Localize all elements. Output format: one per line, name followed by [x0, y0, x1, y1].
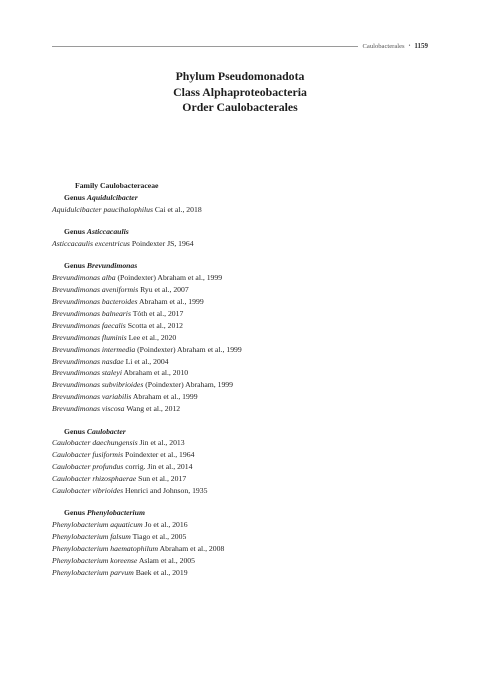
species-authority: Wang et al., 2012 [126, 404, 181, 414]
species-authority: Jin et al., 2013 [139, 438, 185, 448]
genus-heading [64, 192, 432, 204]
running-head-bullet: • [408, 43, 411, 49]
page-title [0, 69, 480, 116]
species-authority: corrig. Jin et al., 2014 [125, 462, 193, 472]
species-entry [52, 356, 432, 368]
genus-prefix: Genus [64, 426, 85, 436]
species-entry [52, 204, 432, 216]
species-entry [52, 437, 432, 449]
species-authority: (Poindexter) Abraham, 1999 [145, 380, 233, 390]
species-authority: Abraham et al., 1999 [132, 392, 198, 402]
title-phylum: Phylum Pseudomonadota [175, 69, 305, 83]
species-entry [52, 367, 432, 379]
genus-group [52, 260, 432, 415]
species-binomial: Brevundimonas fluminis [52, 332, 127, 342]
species-entry [52, 485, 432, 497]
genus-group [52, 192, 432, 216]
species-authority: Abraham et al., 2008 [159, 544, 225, 554]
species-authority: Li et al., 2004 [125, 356, 169, 366]
species-entry [52, 555, 432, 567]
genus-name: Phenylobacterium [86, 508, 145, 518]
species-entry [52, 332, 432, 344]
page-number: 1159 [414, 42, 428, 50]
species-entry [52, 449, 432, 461]
genus-heading [64, 426, 432, 438]
species-authority: (Poindexter) Abraham et al., 1999 [137, 344, 242, 354]
species-binomial: Phenylobacterium aquaticum [52, 520, 143, 530]
genus-heading [64, 507, 432, 519]
species-authority: Aslam et al., 2005 [138, 555, 195, 565]
species-binomial: Brevundimonas aveniformis [52, 285, 139, 295]
header-rule [52, 46, 358, 47]
genus-name: Aquidulcibacter [86, 192, 138, 202]
species-binomial: Brevundimonas faecalis [52, 320, 126, 330]
species-binomial: Phenylobacterium koreense [52, 555, 138, 565]
species-authority: Abraham et al., 1999 [138, 297, 204, 307]
species-entry [52, 284, 432, 296]
species-binomial: Caulobacter profundus [52, 462, 124, 472]
genus-group [52, 507, 432, 578]
species-binomial: Aquidulcibacter paucihalophilus [52, 204, 153, 214]
species-binomial: Brevundimonas subvibrioides [52, 380, 144, 390]
species-binomial: Phenylobacterium parvum [52, 567, 134, 577]
genus-name: Brevundimonas [86, 261, 138, 271]
species-entry [52, 567, 432, 579]
species-entry [52, 473, 432, 485]
title-order: Order Caulobacterales [182, 100, 298, 115]
species-binomial: Brevundimonas balnearis [52, 309, 131, 319]
species-binomial: Caulobacter daechungensis [52, 438, 138, 448]
species-binomial: Phenylobacterium falsum [52, 532, 131, 542]
species-entry [52, 320, 432, 332]
species-binomial: Brevundimonas bacteroides [52, 297, 138, 307]
species-binomial: Caulobacter rhizosphaerae [52, 474, 137, 484]
genus-prefix: Genus [64, 508, 85, 518]
species-entry [52, 296, 432, 308]
species-binomial: Brevundimonas variabilis [52, 392, 132, 402]
species-entry [52, 519, 432, 531]
genus-group [52, 226, 432, 250]
genus-prefix: Genus [64, 192, 85, 202]
species-binomial: Caulobacter fusiformis [52, 450, 124, 460]
species-authority: Cai et al., 2018 [154, 204, 202, 214]
running-head [52, 39, 428, 53]
species-binomial: Phenylobacterium haematophilum [52, 544, 159, 554]
species-authority: Tóth et al., 2017 [132, 309, 184, 319]
title-class: Class Alphaproteobacteria [173, 84, 307, 99]
species-authority: Scotta et al., 2012 [127, 320, 184, 330]
species-binomial: Brevundimonas viscosa [52, 404, 125, 414]
species-authority: Baek et al., 2019 [135, 567, 188, 577]
species-authority: Tiago et al., 2005 [132, 532, 187, 542]
running-head-section: Caulobacterales [362, 42, 405, 50]
family-heading: Family Caulobacteraceae [75, 181, 159, 190]
genus-heading [64, 226, 432, 238]
species-entry [52, 379, 432, 391]
taxonomy-list [52, 180, 432, 589]
species-entry [52, 344, 432, 356]
species-entry [52, 461, 432, 473]
species-entry [52, 543, 432, 555]
species-authority: Jo et al., 2016 [144, 520, 188, 530]
species-authority: Poindexter JS, 1964 [131, 239, 194, 249]
species-entry [52, 308, 432, 320]
species-entry [52, 403, 432, 415]
genus-prefix: Genus [64, 261, 85, 271]
species-authority: (Poindexter) Abraham et al., 1999 [117, 273, 223, 283]
species-authority: Ryu et al., 2007 [140, 285, 189, 295]
species-entry [52, 272, 432, 284]
genus-group [52, 426, 432, 497]
genus-name: Caulobacter [86, 426, 126, 436]
species-binomial: Brevundimonas alba [52, 273, 116, 283]
species-binomial: Brevundimonas staleyi [52, 368, 122, 378]
species-authority: Lee et al., 2020 [128, 332, 177, 342]
genera-list [52, 192, 432, 579]
species-binomial: Caulobacter vibrioides [52, 485, 124, 495]
genus-name: Asticcacaulis [86, 227, 129, 237]
species-authority: Henrici and Johnson, 1935 [125, 485, 208, 495]
species-authority: Sun et al., 2017 [138, 474, 187, 484]
species-binomial: Brevundimonas intermedia [52, 344, 136, 354]
species-authority: Poindexter et al., 1964 [125, 450, 195, 460]
genus-heading [64, 260, 432, 272]
genus-prefix: Genus [64, 227, 85, 237]
species-authority: Abraham et al., 2010 [123, 368, 189, 378]
species-entry [52, 391, 432, 403]
species-entry [52, 531, 432, 543]
species-binomial: Asticcacaulis excentricus [52, 239, 130, 249]
species-binomial: Brevundimonas nasdae [52, 356, 124, 366]
species-entry [52, 238, 432, 250]
